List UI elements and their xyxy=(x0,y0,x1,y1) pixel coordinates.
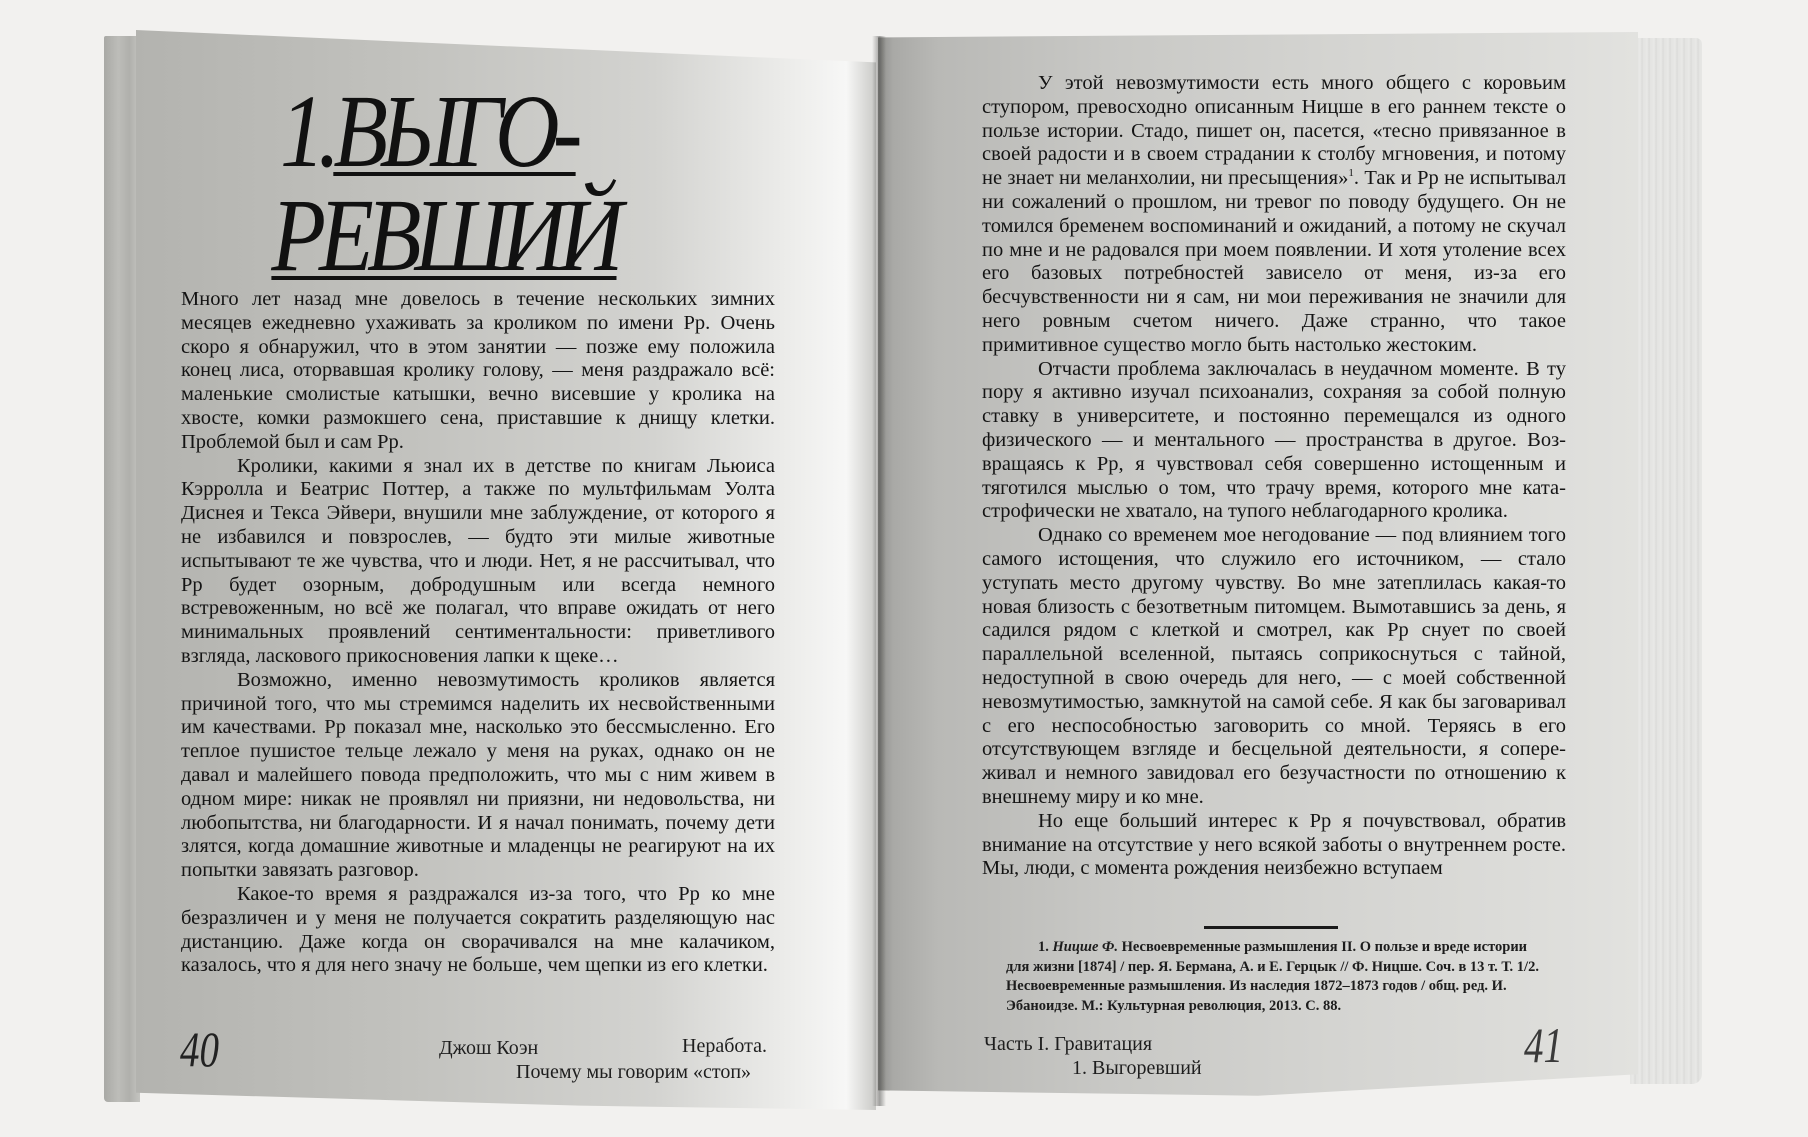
running-head-book-subtitle: Почему мы говорим «стоп» xyxy=(516,1061,752,1083)
running-head-chapter: 1. Выгоревший xyxy=(1072,1057,1202,1079)
page-number-left: 40 xyxy=(180,1021,219,1077)
right-page-body xyxy=(982,72,1566,881)
footnote-divider xyxy=(1204,926,1338,929)
running-head-book-title: Неработа. xyxy=(682,1035,767,1057)
spine-gutter xyxy=(872,36,886,1106)
footnote-author: Ницше Ф. xyxy=(1052,939,1118,955)
chapter-number: 1. xyxy=(280,74,334,189)
page-number-right: 41 xyxy=(1524,1017,1563,1073)
running-head-part: Часть I. Гравитация xyxy=(984,1033,1153,1055)
footnote-number: 1. xyxy=(1038,939,1049,955)
chapter-title-line2: РЕВШИЙ xyxy=(271,178,617,293)
paragraph: Возможно, именно невозмутимость кроликов является причиной того, что мы стремимся наделить их несвойственными им качествами. Рр показал мне, насколько это бессмысленно. Его теплое пушистое тельце лежало у меня на руках, однако он не давал и малейшего повода предположить, что мы с ним живем в одном мире: никак не проявлял ни приязни, ни недовольства, ни любопытства, ни благодарности. И я начал понимать, почему дети злятся, когда домашние животные и младенцы не реагируют на их попытки завязать разговор. xyxy=(181,668,775,882)
paragraph: Кролики, какими я знал их в детстве по книгам Льюиса Кэрролла и Беатрис Поттер, а также по мультфильмам Уолта Диснея и Текса Эйвери, внушили мне заблуждение, от которого я не избавился и повзрослев, — будто эти милые животные испытывают те же чувства, что и люди. Нет, я не рассчитывал, что Рр будет озорным, добродушным или всегда немного встревоженным, но всё же полагал, что вправе ожидать от него минимальных проявлений сентиментальности: приветливого взгляда, ласкового прикосновения лапки к щеке… xyxy=(181,454,775,667)
paragraph: Отчасти проблема заключалась в неудачном моменте. В ту пору я активно изучал психоанализ, сохраняя за собой полную ставку в университете, и постоянно перемещался из одного физического — и ментального — пространства в другое. Возвращаясь к Рр, я чувствовал себя совершенно истощенным и тяготился мыслью о том, что трачу время, которого мне катастрофически не хватало, на тупого неблагодарного кролика. xyxy=(982,357,1566,523)
chapter-title xyxy=(271,74,641,293)
paragraph xyxy=(982,72,1566,358)
paragraph: Однако со временем мое негодование — под влиянием того самого истощения, что служило его источником, — стало уступать место другому чувству. Во мне затеплилась какая-то новая близость с безответным питомцем. Вымотавшись за день, я садился рядом с клеткой и смотрел, как Рр снует по своей параллельной вселенной, пытаясь соприкоснуться с тайной, недоступной в свою очередь для него, — с моей собственной невозмутимостью, замкнутой на самой себе. Я как бы заговаривал с его неспособностью заговорить со мной. Теряясь в его отсутствующем взгляде и бесцельной деятельности, я сопереживал и немного завидовал его безучастности по отношению к внешнему миру и ко мне. xyxy=(982,524,1566,808)
chapter-title-line1: ВЫГО- xyxy=(333,74,576,189)
book-edge-left xyxy=(104,36,140,1102)
left-page-body xyxy=(181,288,775,978)
running-head-author: Джош Коэн xyxy=(439,1037,539,1059)
paragraph: Но еще больший интерес к Рр я почувствовал, обратив внимание на отсутствие у него всякой заботы о внутреннем росте. Мы, люди, с момента рождения неизбежно вступаем xyxy=(982,809,1566,880)
paragraph-text: У этой невозмутимости есть много общего с коровьим ступором, превосходно описанным Ницше в его раннем тексте о пользе истории. Стадо, пишет он, пасется, «тесно привязанное в своей радости и в своем страдании к столбу мгновения, и потому не знает ни меланхолии, ни пресыщения» xyxy=(982,72,1566,190)
paragraph: Какое-то время я раздражался из-за того, что Рр ко мне безразличен и у меня не получается сократить разделяющую нас дистанцию. Даже когда он сворачивался на мне калачиком, казалось, что я для него значу не больше, чем щепки из его клетки. xyxy=(181,882,775,977)
footnote xyxy=(1006,938,1546,1016)
book-edge-right xyxy=(1630,38,1702,1084)
footnote-text: Несвоевременные размышления II. О пользе и вреде истории для жизни [1874] / пер. Я. Бермана, А. и Е. Герцык // Ф. Ницше. Соч. в 13 т. Т. 1/2. Несвоевременные размышления. Из наследия 1872–1873 годов / общ. ред. И. Эбаноидзе. М.: Культурная революция, 2013. С. 88. xyxy=(1006,939,1539,1014)
paragraph-text: . Так и Рр не испытывал ни сожалений о прошлом, ни тревог по поводу будущего. Он не томился бременем воспоминаний и ожиданий, а потому не скучал по мне и не радовался при моем появлении. И хотя утоление всех его базовых потребностей зависело от меня, из-за его бесчувственности ни я сам, ни мои переживания не значили для него ровным счетом ничего. Даже странно, что такое примитивное существо могло быть настолько жестоким. xyxy=(982,167,1566,356)
paragraph: Много лет назад мне довелось в течение нескольких зимних месяцев ежедневно ухаживать за кроликом по имени Рр. Очень скоро я обнаружил, что в этом занятии — позже ему положила конец лиса, оторвавшая кролику голову, — меня раздражало всё: маленькие смолистые катышки, вечно висевшие у кролика на хвосте, комки размокшего сена, приставшие к днищу клетки. Проблемой был и сам Рр. xyxy=(181,288,775,453)
footnote-body xyxy=(1006,938,1546,1016)
footnote-reference[interactable]: 1 xyxy=(1348,167,1354,180)
